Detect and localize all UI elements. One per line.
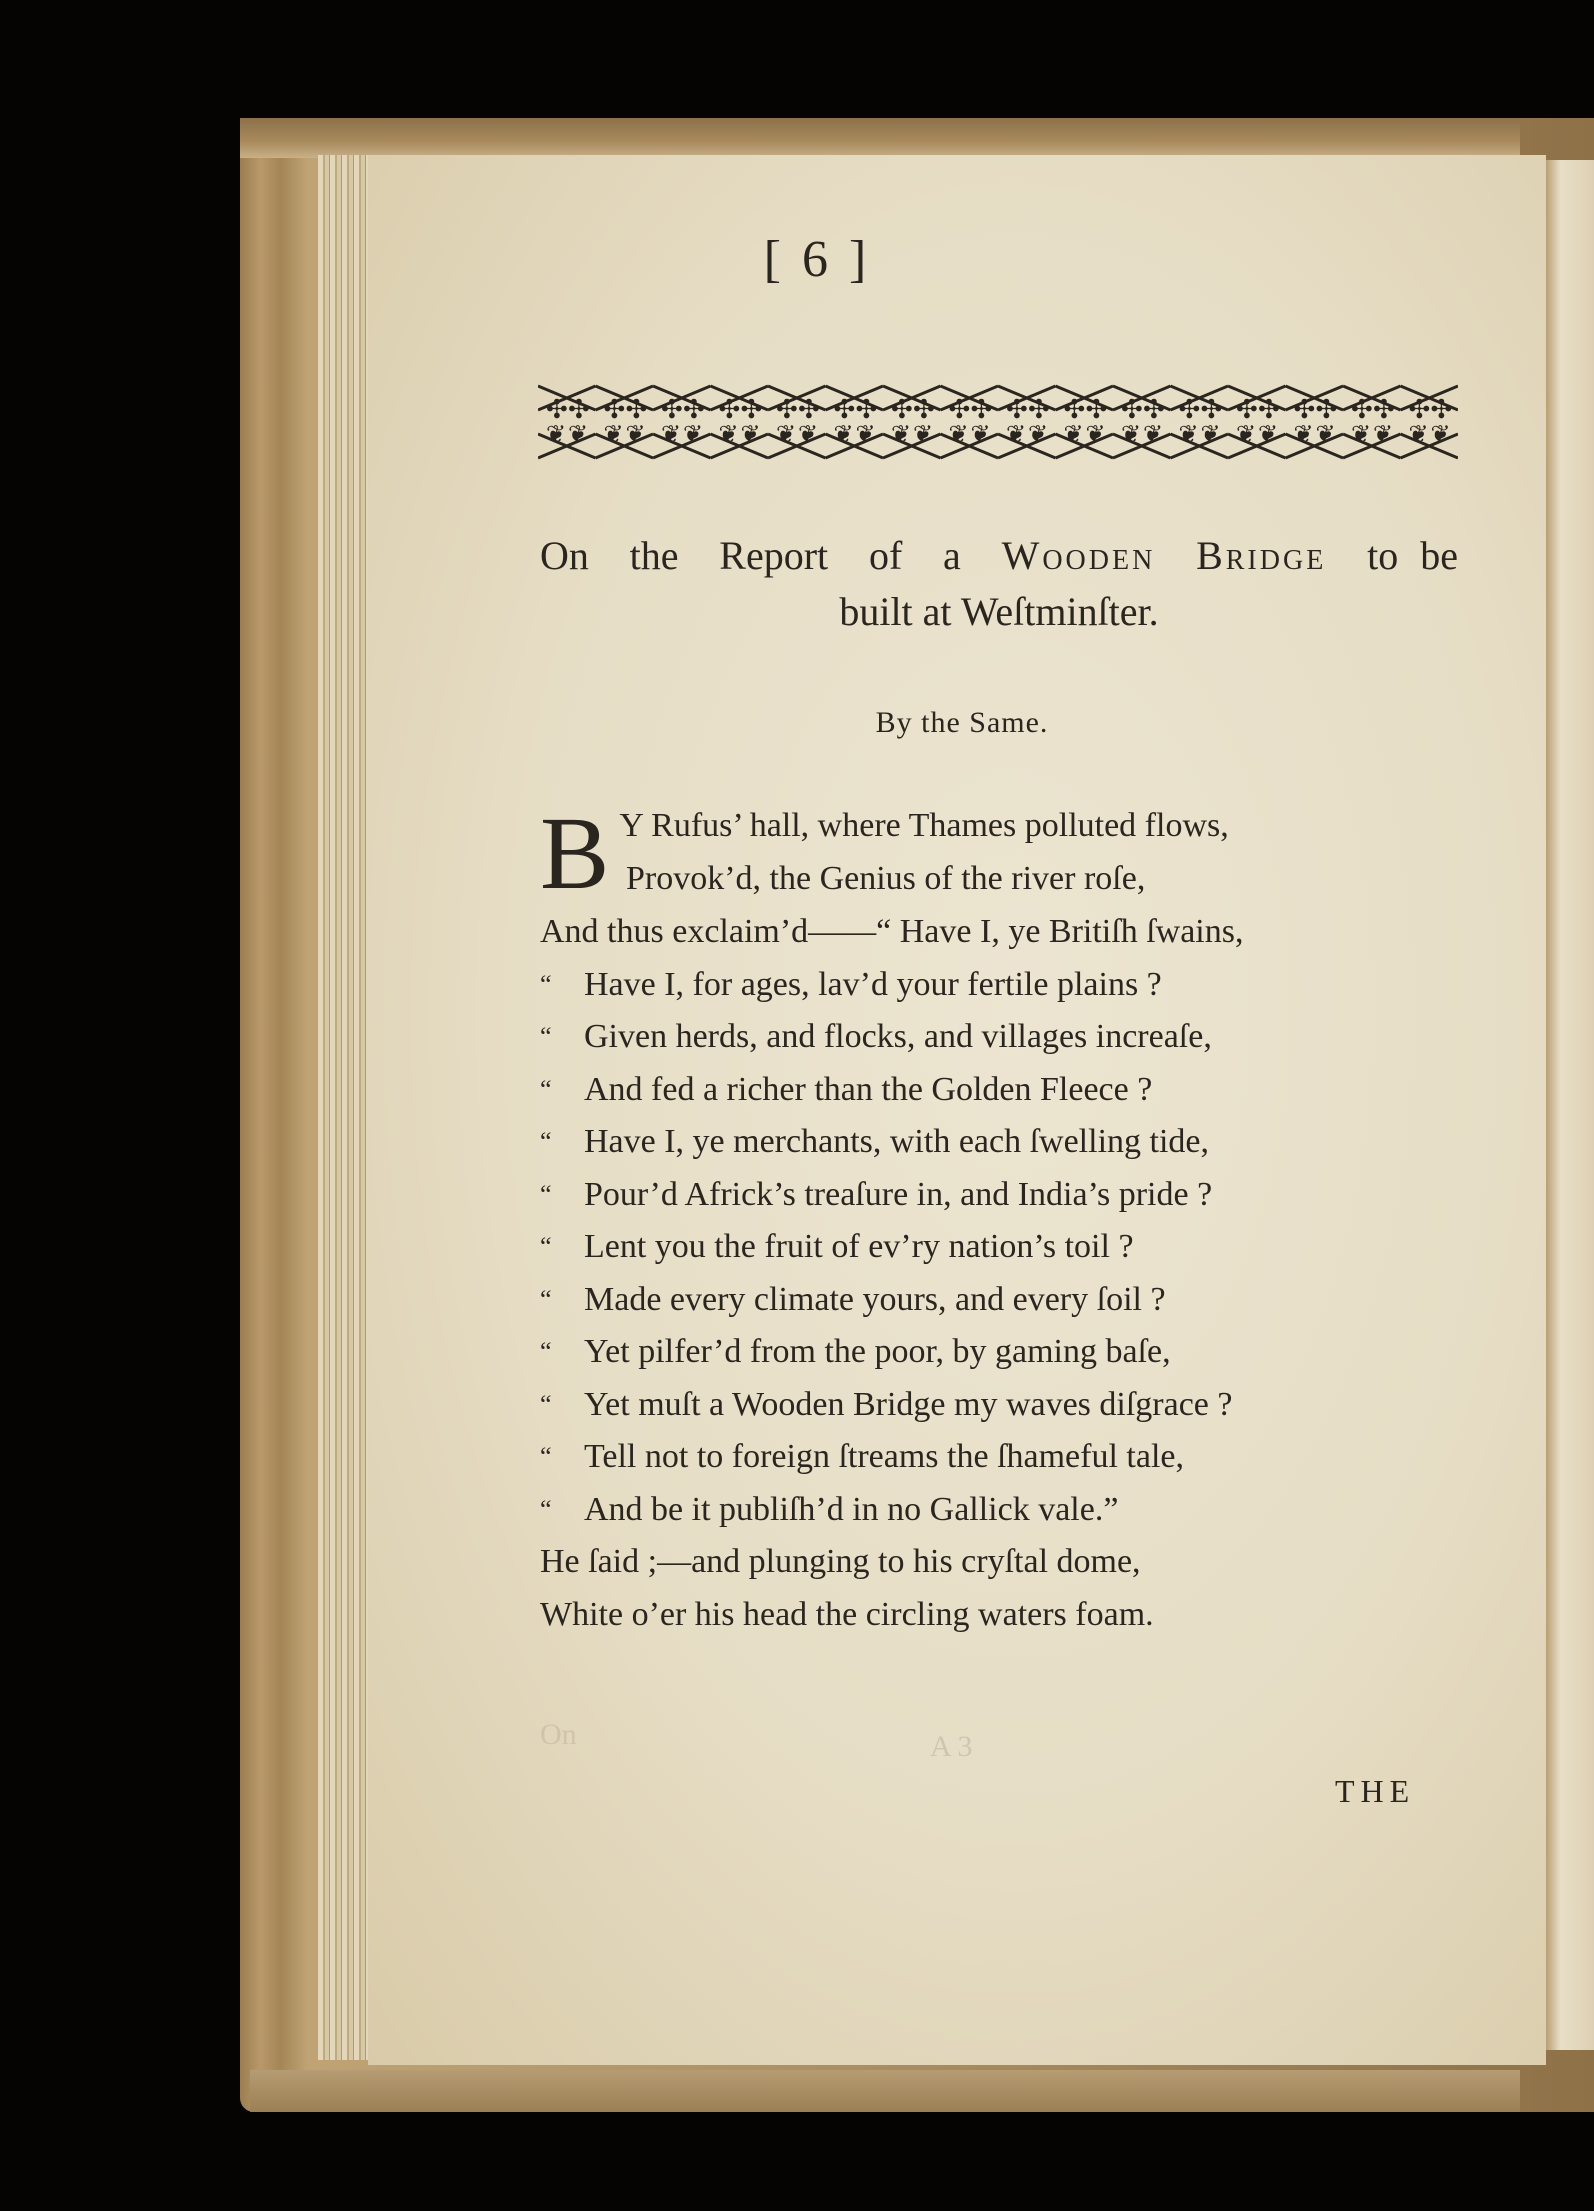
poem-line bbox=[540, 1326, 1440, 1379]
poem-line bbox=[540, 1379, 1440, 1432]
quote-mark: “ bbox=[540, 1022, 552, 1051]
poem-title bbox=[540, 528, 1458, 640]
quote-mark: “ bbox=[540, 1389, 552, 1419]
quote-mark: “ bbox=[540, 969, 552, 999]
title-tail: to be bbox=[1367, 533, 1458, 578]
printers-ornament-band bbox=[538, 380, 1458, 464]
poem-line-text: Lent you the fruit of ev’ry nation’s toil ? bbox=[584, 1228, 1134, 1265]
title-word: Report bbox=[719, 533, 829, 578]
poem-line: White o’er his head the circling waters foam. bbox=[540, 1595, 1154, 1633]
quote-mark: “ bbox=[540, 1442, 552, 1471]
quote-mark: “ bbox=[540, 1284, 552, 1314]
drop-cap: B bbox=[540, 796, 610, 911]
poem-line-text: Tell not to foreign ſtreams the ſhameful tale, bbox=[584, 1438, 1184, 1475]
poem-line bbox=[540, 1484, 1440, 1537]
quote-mark: “ bbox=[540, 1494, 552, 1524]
poem-body bbox=[540, 796, 1440, 1641]
quote-mark: “ bbox=[540, 1074, 552, 1104]
poem-line: Provok’d, the Genius of the river roſe, bbox=[626, 859, 1146, 897]
title-small-caps: Wooden bbox=[1001, 533, 1156, 578]
poem-line bbox=[540, 1116, 1440, 1169]
quote-mark: “ bbox=[540, 1127, 552, 1156]
title-word: On bbox=[540, 533, 589, 578]
show-through-text: A 3 bbox=[930, 1730, 973, 1763]
poem-line: Y Rufus’ hall, where Thames polluted flows, bbox=[619, 807, 1229, 844]
poem-line bbox=[540, 1064, 1440, 1117]
quote-mark: “ bbox=[540, 1337, 552, 1366]
poem-line-text: And be it publiſh’d in no Gallick vale.” bbox=[584, 1490, 1119, 1528]
quote-mark: “ bbox=[540, 1232, 552, 1261]
poem-line: He ſaid ;—and plunging to his cryſtal dome, bbox=[540, 1543, 1141, 1580]
poem-line-text: Yet muſt a Wooden Bridge my waves diſgrace ? bbox=[584, 1385, 1233, 1423]
poem-line-text: Pour’d Africk’s treaſure in, and India’s pride ? bbox=[584, 1175, 1213, 1213]
catchword: THE bbox=[1335, 1773, 1416, 1809]
title-word: the bbox=[629, 533, 679, 578]
poem-line-text: Given herds, and flocks, and villages increaſe, bbox=[584, 1018, 1212, 1055]
quote-mark: “ bbox=[540, 1179, 552, 1209]
title-word: a bbox=[943, 533, 961, 578]
poem-line bbox=[540, 1221, 1440, 1274]
poem-line bbox=[540, 1431, 1440, 1484]
poem-line bbox=[540, 959, 1440, 1012]
poem-line bbox=[540, 1274, 1440, 1327]
title-word: of bbox=[868, 533, 903, 578]
title-line-2: built at Weſtminſter. bbox=[839, 589, 1159, 634]
poem-line: And thus exclaim’d——“ Have I, ye Britiſh ſwains, bbox=[540, 913, 1244, 950]
title-small-caps: Bridge bbox=[1196, 533, 1327, 578]
show-through-text: On bbox=[540, 1718, 577, 1751]
poem-line bbox=[540, 1169, 1440, 1222]
poem-line-text: Yet pilfer’d from the poor, by gaming baſe, bbox=[584, 1333, 1171, 1370]
poem-line-text: Made every climate yours, and every ſoil ? bbox=[584, 1280, 1166, 1318]
byline: By the Same. bbox=[875, 706, 1049, 739]
poem-line-text: Have I, ye merchants, with each ſwelling tide, bbox=[584, 1123, 1209, 1160]
page-number: [ 6 ] bbox=[763, 231, 871, 288]
poem-line-text: And fed a richer than the Golden Fleece ? bbox=[584, 1070, 1153, 1108]
poem-line-text: Have I, for ages, lav’d your fertile plains ? bbox=[584, 965, 1162, 1003]
poem-line bbox=[540, 1011, 1440, 1064]
